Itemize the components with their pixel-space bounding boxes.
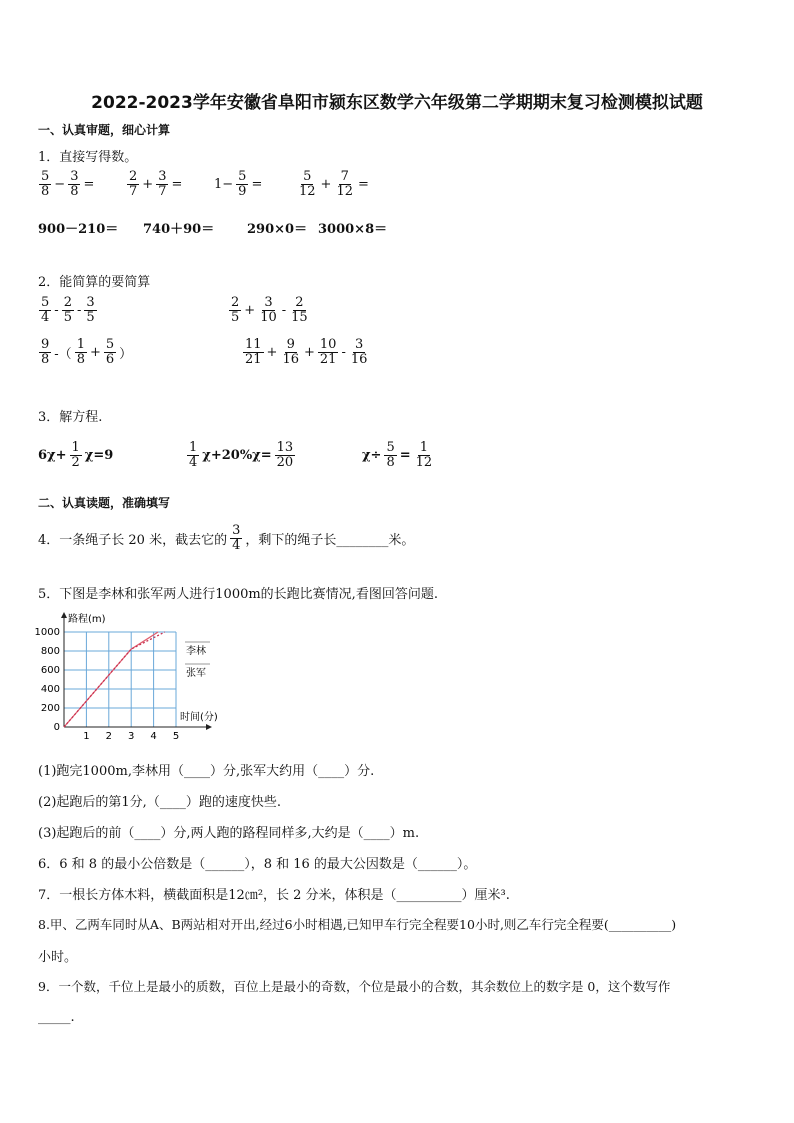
q2-label: 2．能简算的要简算 [38,275,151,290]
q3-eq-3: χ÷ $\frac{5}{8}$ = $\frac{1}{12}$ [362,440,433,470]
y-tick-label: 400 [40,684,60,695]
q1-expr-2: $\frac{2}{7}$ + $\frac{3}{7}$ = [129,169,183,199]
chart-grid [64,632,176,727]
q2-expr-3: $\frac{9}{8}$ -（ $\frac{1}{8}$ + $\frac{5}{6}$ ） [41,337,133,367]
q8-line-2: 小时。 [38,950,78,965]
q3-label: 3．解方程. [38,410,103,425]
q5-sub-3: (3)起跑后的前（____）分,两人跑的路程同样多,大约是（____）m. [38,826,420,841]
q2-expr-1: $\frac{5}{4}$ - $\frac{2}{5}$ - $\frac{3}{5}$ [41,295,95,325]
x-tick-label: 5 [172,731,180,742]
legend-label-1: 李林 [186,646,206,657]
y-tick-label: 800 [40,646,60,657]
q3-eq-1: 6χ+ $\frac{1}{2}$ χ=9 [38,440,114,470]
q8-line-1: 8.甲、乙两车同时从A、B两站相对开出,经过6小时相遇,已知甲车行完全程要10小时,则乙车行完全程要(__________) [38,917,677,932]
q2-expr-2: $\frac{2}{5}$ + $\frac{3}{10}$ - $\frac{2}{15}$ [231,295,308,325]
q1-expr-1: $\frac{5}{8}$ − $\frac{3}{8}$ = [41,169,95,199]
q1-calc-4: 3000×8＝ [318,222,388,237]
x-axis-arrow [206,724,212,730]
y-axis-label: 路程(m) [68,614,106,625]
y-tick-label: 600 [40,665,60,676]
q4-text: 4．一条绳子长 20 米，截去它的 $\frac{3}{4}$ ，剩下的绳子长________米。 [38,523,415,553]
q7-text: 7．一根长方体木料，横截面积是12㎝²，长 2 分米，体积是（__________）厘米³. [38,888,510,903]
x-tick-label: 2 [105,731,112,742]
legend-label-2: 张军 [186,668,206,679]
section-1-heading: 一、认真审题，细心计算 [38,123,171,137]
q2-expr-4: $\frac{11}{21}$ + $\frac{9}{16}$ + $\frac{10}{21}$ - $\frac{3}{16}$ [245,337,368,367]
x-tick-label: 3 [128,731,135,742]
q5-sub-1: (1)跑完1000m,李林用（____）分,张军大约用（____）分. [38,764,375,779]
page-title: 2022-2023学年安徽省阜阳市颍东区数学六年级第二学期期末复习检测模拟试题 [91,93,703,113]
q6-text: 6．6 和 8 的最小公倍数是（______），8 和 16 的最大公因数是（______）。 [38,857,477,872]
y-tick-label: 1000 [34,627,60,638]
section-2-heading: 二、认真读题，准确填写 [38,496,171,510]
q5-sub-2: (2)起跑后的第1分,（____）跑的速度快些. [38,795,281,810]
series-line-1 [64,632,158,727]
q5-label: 5．下图是李林和张军两人进行1000m的长跑比赛情况,看图回答问题. [38,587,438,602]
q1-calc-1: 900－210＝ [38,222,119,237]
q1-label: 1．直接写得数。 [38,150,138,165]
y-axis-arrow [61,612,67,618]
q9-line-2: _____. [38,1010,75,1025]
q9-line-1: 9．一个数，千位上是最小的质数，百位上是最小的奇数，个位是最小的合数，其余数位上的数字是 0，这个数写作 [38,979,671,994]
q3-eq-2: $\frac{1}{4}$ χ+20%χ= $\frac{13}{20}$ [189,440,294,470]
q1-expr-4: $\frac{5}{12}$ + $\frac{7}{12}$ = [299,169,369,199]
y-tick-label: 0 [53,722,60,733]
q1-expr-3: 1− $\frac{5}{9}$ = [214,169,263,199]
x-tick-label: 4 [150,731,157,742]
x-axis-label: 时间(分) [180,712,218,723]
q1-calc-3: 290×0＝ [247,222,308,237]
y-tick-label: 200 [40,703,60,714]
race-chart [30,610,270,745]
q1-calc-2: 740＋90＝ [143,222,215,237]
x-tick-label: 1 [83,731,90,742]
series-line-2 [64,632,165,727]
